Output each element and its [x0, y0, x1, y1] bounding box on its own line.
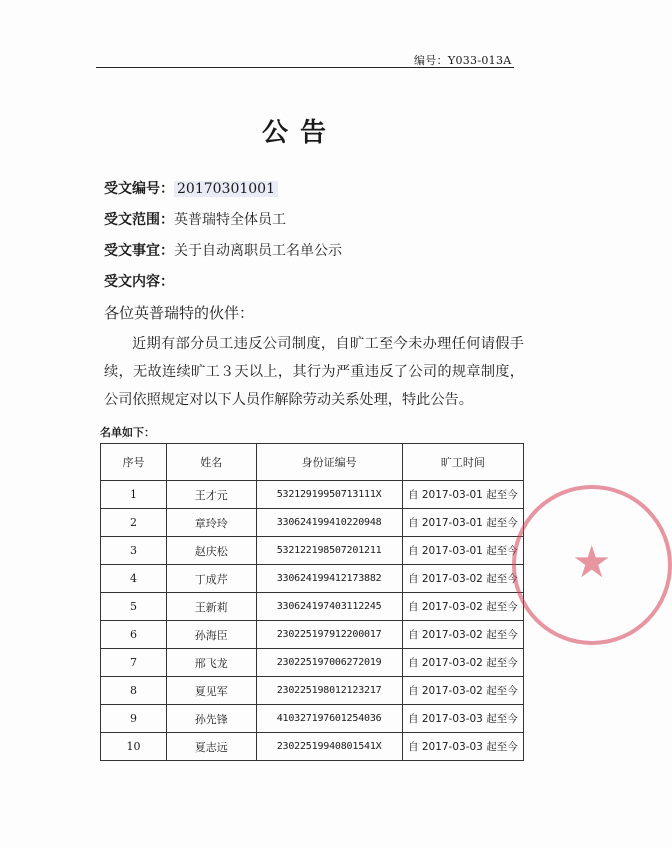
- table-header-row: [101, 444, 524, 481]
- table-row: [101, 649, 524, 677]
- table-row: [101, 537, 524, 565]
- field-subject: [104, 240, 342, 260]
- cell-absence-time: 自 2017-03-03 起至今: [402, 733, 523, 761]
- cell-seq: 1: [101, 481, 167, 509]
- cell-name: 夏见军: [167, 677, 257, 705]
- list-label: 名单如下：: [100, 426, 155, 439]
- cell-name: 王新莉: [167, 593, 257, 621]
- cell-id-number: 330624199410220948: [256, 509, 402, 537]
- cell-name: 赵庆松: [167, 537, 257, 565]
- table-row: [101, 677, 524, 705]
- field-content: [104, 271, 174, 291]
- cell-name: 丁成芹: [167, 565, 257, 593]
- company-seal: [512, 485, 672, 645]
- cell-absence-time: 自 2017-03-01 起至今: [402, 537, 523, 565]
- header-id-number: 身份证编号: [256, 444, 402, 481]
- table-row: [101, 705, 524, 733]
- header-seq: 序号: [101, 444, 167, 481]
- cell-seq: 10: [101, 733, 167, 761]
- cell-id-number: 230225197912200017: [256, 621, 402, 649]
- table-row: [101, 593, 524, 621]
- cell-absence-time: 自 2017-03-02 起至今: [402, 677, 523, 705]
- header-absence-time: 旷工时间: [402, 444, 523, 481]
- star-icon: ★: [572, 537, 612, 588]
- table-row: [101, 509, 524, 537]
- cell-id-number: 330624199412173882: [256, 565, 402, 593]
- body-paragraph: 近期有部分员工违反公司制度，自旷工至今未办理任何请假手续，无故连续旷工３天以上，其行为严重违反了公司的规章制度，公司依照规定对以下人员作解除劳动关系处理，特此公告。: [104, 336, 524, 408]
- cell-name: 邢飞龙: [167, 649, 257, 677]
- cell-seq: 2: [101, 509, 167, 537]
- cell-seq: 5: [101, 593, 167, 621]
- header-divider: [96, 67, 514, 68]
- cell-absence-time: 自 2017-03-02 起至今: [402, 621, 523, 649]
- cell-absence-time: 自 2017-03-01 起至今: [402, 509, 523, 537]
- cell-id-number: 53212919950713111X: [256, 481, 402, 509]
- field-doc-number: [104, 178, 278, 198]
- field-label: 受文范围：: [104, 212, 174, 228]
- field-value: 英普瑞特全体员工: [174, 212, 286, 228]
- cell-name: 王才元: [167, 481, 257, 509]
- cell-id-number: 23022519940801541X: [256, 733, 402, 761]
- cell-name: 章玲玲: [167, 509, 257, 537]
- cell-id-number: 230225198012123217: [256, 677, 402, 705]
- cell-absence-time: 自 2017-03-03 起至今: [402, 705, 523, 733]
- header-name: 姓名: [167, 444, 257, 481]
- field-label: 受文事宜：: [104, 243, 174, 259]
- cell-id-number: 230225197006272019: [256, 649, 402, 677]
- document-code: 编号：Y033-013A: [414, 54, 512, 67]
- cell-id-number: 330624197403112245: [256, 593, 402, 621]
- field-label: 受文内容：: [104, 274, 174, 290]
- cell-seq: 9: [101, 705, 167, 733]
- cell-absence-time: 自 2017-03-02 起至今: [402, 565, 523, 593]
- cell-seq: 8: [101, 677, 167, 705]
- cell-name: 夏志远: [167, 733, 257, 761]
- table-row: [101, 481, 524, 509]
- cell-absence-time: 自 2017-03-02 起至今: [402, 593, 523, 621]
- field-scope: [104, 209, 286, 229]
- cell-name: 孙海臣: [167, 621, 257, 649]
- cell-id-number: 410327197601254036: [256, 705, 402, 733]
- field-value: 20170301001: [174, 181, 278, 197]
- table-row: [101, 621, 524, 649]
- table-row: [101, 733, 524, 761]
- cell-absence-time: 自 2017-03-01 起至今: [402, 481, 523, 509]
- salutation: 各位英普瑞特的伙伴：: [104, 304, 255, 322]
- cell-seq: 3: [101, 537, 167, 565]
- field-label: 受文编号：: [104, 181, 174, 197]
- cell-seq: 6: [101, 621, 167, 649]
- cell-seq: 4: [101, 565, 167, 593]
- field-value: 关于自动离职员工名单公示: [174, 243, 342, 259]
- employee-table: [100, 443, 524, 761]
- cell-seq: 7: [101, 649, 167, 677]
- cell-id-number: 532122198507201211: [256, 537, 402, 565]
- cell-name: 孙先锋: [167, 705, 257, 733]
- cell-absence-time: 自 2017-03-02 起至今: [402, 649, 523, 677]
- page-title: 公告: [261, 118, 338, 148]
- table-row: [101, 565, 524, 593]
